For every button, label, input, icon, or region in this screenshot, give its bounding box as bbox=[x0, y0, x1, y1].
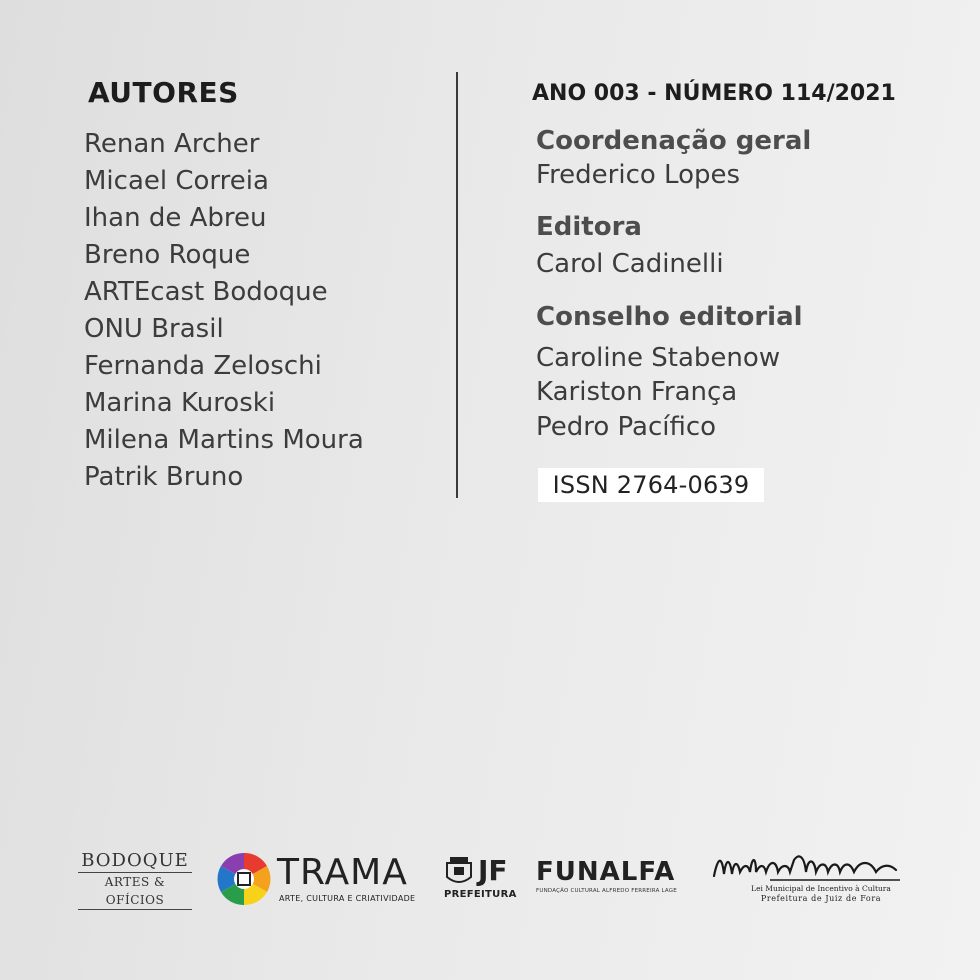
murilo-mendes-signature-icon bbox=[710, 850, 906, 884]
coat-of-arms-icon bbox=[444, 855, 474, 887]
funalfa-logo-subtitle: FUNDAÇÃO CULTURAL ALFREDO FERREIRA LAGE bbox=[536, 888, 677, 894]
issn-box bbox=[538, 468, 764, 502]
authors-list bbox=[84, 126, 364, 496]
bodoque-logo bbox=[78, 850, 192, 906]
bodoque-logo-subtitle: ARTES & OFÍCIOS bbox=[78, 873, 192, 910]
author-name: Marina Kuroski bbox=[84, 388, 276, 418]
bodoque-logo-name: BODOQUE bbox=[78, 850, 192, 873]
trama-logo-name: TRAMA bbox=[277, 852, 408, 893]
authors-heading: AUTORES bbox=[88, 76, 239, 109]
column-divider bbox=[456, 72, 458, 498]
editor-name: Carol Cadinelli bbox=[536, 249, 724, 279]
author-name: Ihan de Abreu bbox=[84, 203, 267, 233]
jf-prefeitura-logo bbox=[444, 855, 522, 905]
editorial-board-label: Conselho editorial bbox=[536, 302, 803, 332]
trama-logo bbox=[217, 850, 417, 908]
jf-logo-subtitle: PREFEITURA bbox=[444, 889, 517, 900]
trama-emblem-icon bbox=[217, 852, 271, 906]
author-name: Breno Roque bbox=[84, 240, 251, 270]
jf-logo-name: JF bbox=[478, 854, 508, 887]
editorial-board-member: Pedro Pacífico bbox=[536, 412, 717, 442]
author-name: Renan Archer bbox=[84, 129, 260, 159]
editor-label: Editora bbox=[536, 212, 642, 242]
funalfa-logo bbox=[536, 858, 686, 898]
trama-logo-subtitle: ARTE, CULTURA E CRIATIVIDADE bbox=[279, 894, 416, 903]
coordination-name: Frederico Lopes bbox=[536, 160, 741, 190]
issue-heading: ANO 003 - NÚMERO 114/2021 bbox=[532, 81, 896, 106]
author-name: ONU Brasil bbox=[84, 314, 224, 344]
author-name: Patrik Bruno bbox=[84, 462, 244, 492]
murilo-mendes-line2: Prefeitura de Juiz de Fora bbox=[760, 894, 882, 903]
murilo-mendes-line1: Lei Municipal de Incentivo à Cultura bbox=[751, 884, 891, 893]
editorial-board-member: Kariston França bbox=[536, 377, 738, 407]
issn-number: ISSN 2764-0639 bbox=[552, 471, 750, 499]
editorial-board-member: Caroline Stabenow bbox=[536, 343, 781, 373]
author-name: ARTEcast Bodoque bbox=[84, 277, 328, 307]
author-name: Micael Correia bbox=[84, 166, 269, 196]
author-name: Fernanda Zeloschi bbox=[84, 351, 322, 381]
author-name: Milena Martins Moura bbox=[84, 425, 364, 455]
funalfa-logo-name: FUNALFA bbox=[536, 857, 676, 887]
murilo-mendes-logo bbox=[710, 850, 906, 910]
coordination-label: Coordenação geral bbox=[536, 126, 812, 156]
